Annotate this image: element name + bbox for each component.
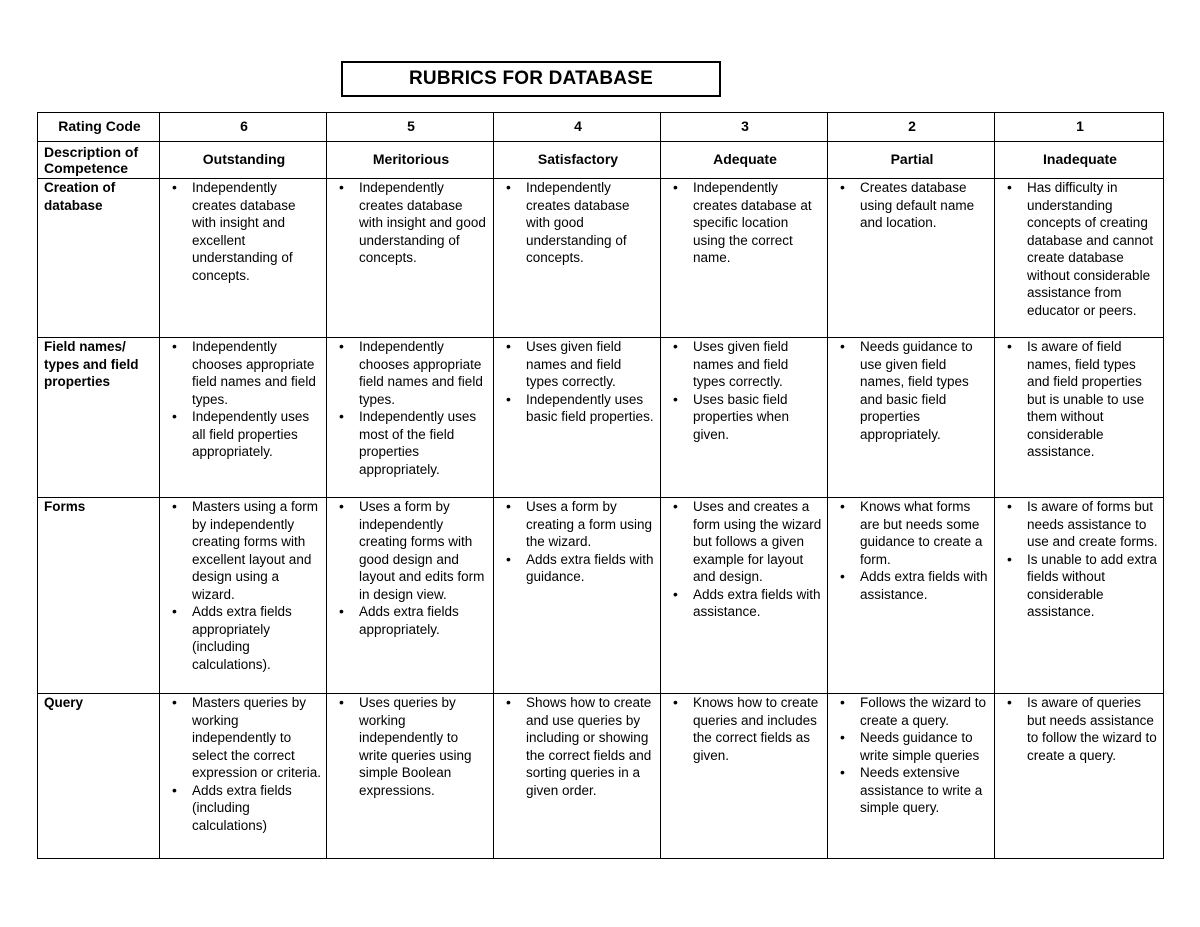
bullet-list [1001,338,1159,461]
bullet-item: • Is aware of field names, field types and field properties but is unable to use them without considerable assistance. [1001,338,1159,461]
bullet-list [333,498,489,638]
bullet-item: • Independently chooses appropriate field names and field types. [333,338,489,408]
criterion-label: Forms [38,498,160,694]
rubric-cell [661,338,828,498]
rubric-cell [160,498,327,694]
description-cell: Partial [828,142,995,179]
rubric-cell [160,338,327,498]
criterion-label: Field names/ types and field properties [38,338,160,498]
rubric-cell [661,694,828,859]
bullet-list [166,179,322,284]
bullet-list [834,179,990,232]
bullet-item: • Is unable to add extra fields without considerable assistance. [1001,551,1159,621]
bullet-item: • Uses a form by creating a form using the wizard. [500,498,656,551]
bullet-item: • Uses a form by independently creating forms with good design and layout and edits form in design view. [333,498,489,603]
criterion-row-field-names-types [38,338,1164,498]
bullet-list [667,694,823,764]
bullet-list [500,498,656,586]
bullet-list [834,338,990,443]
bullet-list [1001,498,1159,621]
bullet-item: • Knows how to create queries and includes the correct fields as given. [667,694,823,764]
bullet-item: • Needs guidance to use given field names, field types and basic field properties appropriately. [834,338,990,443]
bullet-item: • Adds extra fields with guidance. [500,551,656,586]
bullet-list [667,338,823,443]
bullet-list [667,179,823,267]
bullet-list [1001,694,1159,764]
rubric-cell [327,338,494,498]
bullet-list [333,694,489,799]
rubric-cell [160,179,327,338]
rubric-cell [995,338,1164,498]
bullet-item: • Is aware of queries but needs assistance to follow the wizard to create a query. [1001,694,1159,764]
rubric-cell [494,338,661,498]
bullet-item: • Uses queries by working independently to write queries using simple Boolean expressions. [333,694,489,799]
bullet-item: • Shows how to create and use queries by including or showing the correct fields and sorting queries in a given order. [500,694,656,799]
bullet-list [500,694,656,799]
bullet-item: • Needs guidance to write simple queries [834,729,990,764]
rubric-cell [995,179,1164,338]
bullet-item: • Masters using a form by independently creating forms with excellent layout and design using a wizard. [166,498,322,603]
bullet-item: • Adds extra fields with assistance. [667,586,823,621]
rubric-cell [661,179,828,338]
rubric-cell [995,694,1164,859]
rating-code-cell: 2 [828,113,995,142]
bullet-item: • Creates database using default name and location. [834,179,990,232]
bullet-item: • Knows what forms are but needs some guidance to create a form. [834,498,990,568]
bullet-list [834,498,990,603]
description-cell: Outstanding [160,142,327,179]
rubric-cell [828,338,995,498]
bullet-item: • Independently creates database with good understanding of concepts. [500,179,656,267]
rubric-cell [327,498,494,694]
rubric-cell [828,694,995,859]
criterion-label: Query [38,694,160,859]
bullet-item: • Masters queries by working independently to select the correct expression or criteria. [166,694,322,782]
bullet-item: • Has difficulty in understanding concepts of creating database and cannot create database without considerable assistance from educator or peers. [1001,179,1159,319]
bullet-item: • Follows the wizard to create a query. [834,694,990,729]
bullet-item: • Independently uses basic field properties. [500,391,656,426]
bullet-item: • Adds extra fields appropriately. [333,603,489,638]
rubric-cell [494,498,661,694]
description-label: Description of Competence [38,142,160,179]
bullet-item: • Independently creates database with insight and good understanding of concepts. [333,179,489,267]
rubric-cell [327,179,494,338]
bullet-item: • Adds extra fields with assistance. [834,568,990,603]
bullet-list [667,498,823,621]
rubric-cell [494,694,661,859]
criterion-row-creation-of-database [38,179,1164,338]
criterion-row-query [38,694,1164,859]
bullet-item: • Uses given field names and field types correctly. [500,338,656,391]
bullet-list [333,338,489,478]
rubric-cell [327,694,494,859]
rating-code-label: Rating Code [38,113,160,142]
rating-code-row [38,113,1164,142]
bullet-list [166,338,322,461]
description-cell: Meritorious [327,142,494,179]
bullet-list [166,498,322,673]
bullet-item: • Uses basic field properties when given. [667,391,823,444]
rating-code-cell: 6 [160,113,327,142]
bullet-item: • Independently uses most of the field properties appropriately. [333,408,489,478]
rating-code-cell: 4 [494,113,661,142]
bullet-list [333,179,489,267]
bullet-list [500,338,656,426]
description-row [38,142,1164,179]
bullet-item: • Uses and creates a form using the wizard but follows a given example for layout and design. [667,498,823,586]
bullet-list [166,694,322,834]
description-cell: Satisfactory [494,142,661,179]
rating-code-cell: 5 [327,113,494,142]
bullet-item: • Adds extra fields appropriately (including calculations). [166,603,322,673]
bullet-list [834,694,990,817]
bullet-list [500,179,656,267]
rating-code-cell: 1 [995,113,1164,142]
rubric-cell [661,498,828,694]
bullet-item: • Uses given field names and field types correctly. [667,338,823,391]
bullet-item: • Independently chooses appropriate field names and field types. [166,338,322,408]
bullet-item: • Independently creates database with insight and excellent understanding of concepts. [166,179,322,284]
rubric-cell [995,498,1164,694]
bullet-item: • Needs extensive assistance to write a simple query. [834,764,990,817]
bullet-item: • Independently creates database at specific location using the correct name. [667,179,823,267]
description-cell: Inadequate [995,142,1164,179]
page-title: RUBRICS FOR DATABASE [341,61,721,97]
bullet-item: • Independently uses all field properties appropriately. [166,408,322,461]
rubric-cell [494,179,661,338]
criterion-label: Creation of database [38,179,160,338]
rubric-cell [828,179,995,338]
criterion-row-forms [38,498,1164,694]
rubric-cell [828,498,995,694]
bullet-item: • Is aware of forms but needs assistance to use and create forms. [1001,498,1159,551]
rubric-cell [160,694,327,859]
bullet-item: • Adds extra fields (including calculations) [166,782,322,835]
rubric-table [37,112,1164,859]
bullet-list [1001,179,1159,319]
rating-code-cell: 3 [661,113,828,142]
description-cell: Adequate [661,142,828,179]
